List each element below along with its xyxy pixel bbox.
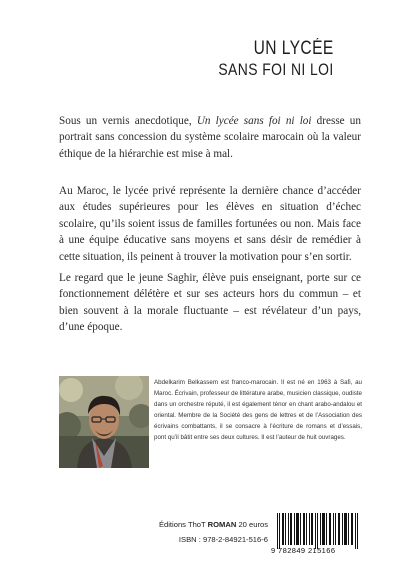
publisher-name: Éditions ThoT — [158, 520, 208, 529]
title-line-1: UN LYCÉE — [253, 38, 334, 59]
summary-paragraph-1 — [59, 113, 361, 162]
title-line-2: SANS FOI NI LOI — [218, 60, 334, 79]
p1-book-title: Un lycée sans foi ni loi — [196, 115, 312, 127]
summary-paragraph-2: Au Maroc, le lycée privé représente la dernière chance d’accéder aux études supérieures pour les élèves en situation d’échec scolaire, qu’ils soient issus de familles fortunées ou non. Mais face à une équipe éducative sans moyens et sans désir de remédier à cette situation, ils peinent à trouver la motivation pour s’en sortir. — [59, 185, 361, 263]
price-label: 20 euros — [236, 520, 268, 529]
isbn-label: ISBN : 978-2-84921-516-6 — [178, 535, 268, 544]
book-title — [193, 38, 334, 80]
p1-text-end: dresse un portrait sans concession du système scolaire marocain où la valeur éthique de la hiérarchie est mise à mal. — [59, 115, 361, 160]
collection-label: ROMAN — [207, 520, 237, 529]
p1-text-start: Sous un vernis anecdotique, — [59, 115, 197, 127]
author-bio: Abdelkarim Belkassem est franco-marocain. Il est né en 1963 à Safi, au Maroc. Écrivain, professeur de littérature arabe, musicien classique, oudiste dans un orchestre réputé, il est également ténor en chant arabo-andalou et oriental. Membre de la Société des gens de lettres et de l’Association des écrivains combattants, il se consacre à l’écriture de romans et d’essais, pont qu’il bâtit entre ses deux cultures. Il est l’auteur de huit ouvrages. — [154, 379, 362, 442]
summary-paragraph-3: Le regard que le jeune Saghir, élève puis enseignant, porte sur ce fonctionnement délétère et sur ses acteurs hors du commun – et bien souvent à la morale fluctuante – est révélateur d’un pays, d’une époque. — [59, 272, 361, 334]
barcode-number: 9 782849 215166 — [271, 546, 336, 555]
publisher-line — [159, 520, 268, 529]
author-photo — [59, 376, 149, 468]
